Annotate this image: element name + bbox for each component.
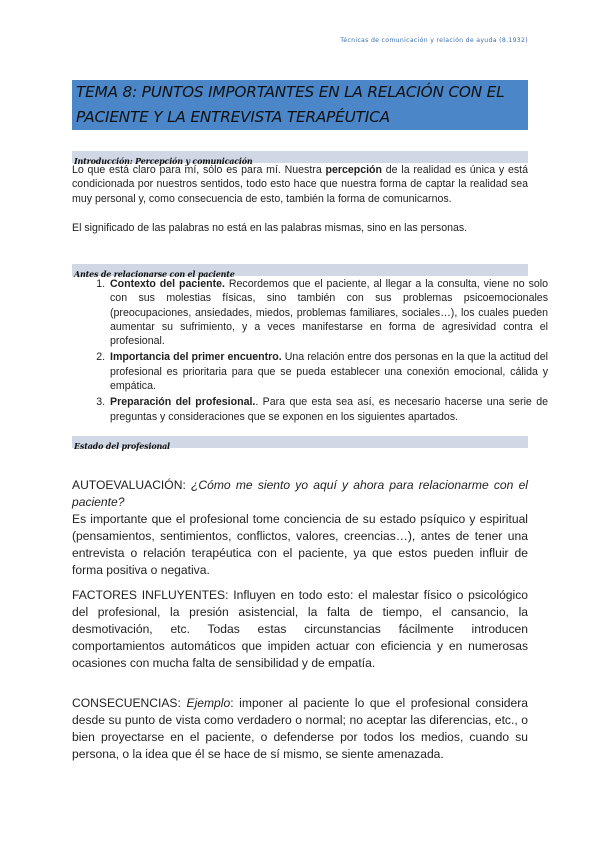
list-item (108, 395, 548, 424)
text-run: Es importante que el profesional tome conciencia de su estado psíquico y espiritual (pensamientos, sentimientos, conflictos, valores, creencias…), antes de tener una entrevista o relación terapéutica con el paciente, ya que estos pueden influir de forma positiva o negativa. (72, 512, 528, 577)
item-text: Una relación entre dos personas en la que la actitud del profesional es prioritaria para que se pueda establecer una conexión emocional, cálida y empática. (110, 351, 548, 393)
factors-paragraph (72, 587, 528, 672)
section-title: Introducción: Percepción y comunicación (74, 156, 253, 166)
list-item (108, 277, 548, 348)
page-title-line-1: TEMA 8: PUNTOS IMPORTANTES EN LA RELACIÓN CON EL (76, 83, 505, 101)
numbered-list (88, 277, 548, 426)
section-heading-intro (72, 151, 528, 166)
text-run: Lo que está claro para mí, sólo es para mí. Nuestra (72, 164, 326, 176)
self-evaluation-paragraph (72, 477, 528, 579)
item-title: Contexto del paciente. (110, 278, 225, 290)
example-label: Ejemplo (186, 696, 231, 710)
item-text: Recordemos que el paciente, al llegar a la consulta, viene no solo con sus molestias físicas, sino también con sus problemas psicoemocionales (preocupaciones, ansiedades, miedos, problemas familiares, sociales…), los cuales pueden aumentar su sufrimiento, y a veces manifestarse en forma de agresividad contra el profesional. (110, 278, 548, 348)
item-title: Importancia del primer encuentro. (110, 351, 282, 364)
page-title-line-2: PACIENTE Y LA ENTREVISTA TERAPÉUTICA (76, 108, 390, 126)
section-title: Estado del profesional (74, 441, 170, 451)
bold-term: percepción (325, 164, 383, 176)
text-run: de la realidad es única y está condicionada por nuestros sentidos, todo esto hace que nuestra forma de captar la realidad sea muy personal y, como consecuencia de esto, también la forma de comunicarnos. (72, 164, 528, 205)
text-run: : imponer al paciente lo que el profesional considera desde su punto de vista como verdadero o normal; no aceptar las diferencias, etc., o bien proyectarse en el paciente, o defenderse por todos los medios, cuando su persona, o la idea que él se hace de sí mismo, se siente amenazada. (72, 696, 528, 761)
question: ¿Cómo me siento yo aquí y ahora para relacionarme con el paciente? (72, 478, 528, 509)
consequences-paragraph (72, 695, 528, 763)
list-item (108, 350, 548, 393)
item-text: . Para que esta sea así, es necesario hacerse una serie de preguntas y consideraciones que se exponen en los siguientes apartados. (110, 396, 548, 423)
intro-paragraph-2: El significado de las palabras no está en las palabras mismas, sino en las personas. (72, 222, 468, 234)
label: AUTOEVALUACIÓN: (72, 478, 191, 492)
section-heading-state (72, 436, 528, 451)
item-title: Preparación del profesional. (110, 396, 256, 409)
section-title: Antes de relacionarse con el paciente (74, 269, 235, 279)
label: FACTORES INFLUYENTES: (72, 588, 229, 602)
text-run: Influyen en todo esto: el malestar físico o psicológico del profesional, la presión asistencial, la falta de tiempo, el cansancio, la desmotivación, etc. Todas estas circunstancias fácilmente introducen comportamientos automáticos que impiden actuar con eficiencia y en numerosas ocasiones con mucha falta de sensibilidad y de empatía. (72, 588, 528, 670)
section-heading-before (72, 264, 528, 279)
course-header: Técnicas de comunicación y relación de ayuda (8.1932) (340, 37, 528, 44)
title-banner (72, 80, 528, 130)
label: CONSECUENCIAS: (72, 696, 187, 710)
intro-paragraph-1 (72, 163, 528, 206)
